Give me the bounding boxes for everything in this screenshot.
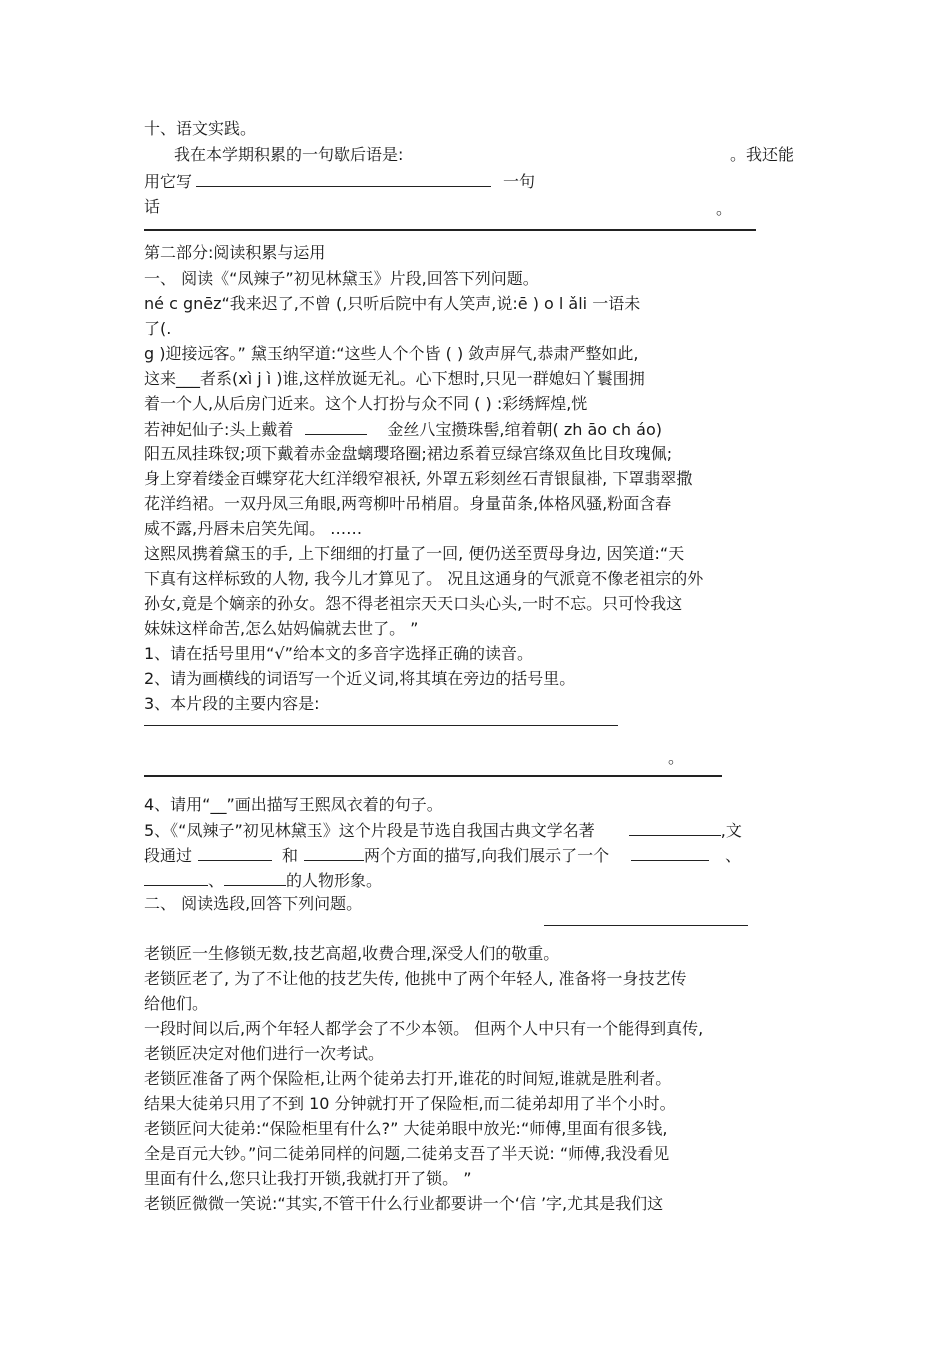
section-10-line-1-end: 。我还能	[730, 145, 795, 164]
answer-blank[interactable]	[196, 170, 491, 187]
question-1-item-5-line-3	[144, 869, 382, 892]
passage-1-line: 妹妹这样命苦,怎么姑妈偏就去世了。 ”	[144, 619, 419, 638]
section-10-line-2-text: 用它写	[144, 172, 193, 191]
answer-line[interactable]	[144, 775, 722, 777]
passage-1-line: g )迎接远客。” 黛玉纳罕道:“这些人个个皆 ( ) 敛声屏气,恭肃严整如此,	[144, 344, 639, 363]
passage-2-line: 结果大徒弟只用了不到 10 分钟就打开了保险柜,而二徒弟却用了半个小时。	[144, 1094, 676, 1113]
passage-2-line: 一段时间以后,两个年轻人都学会了不少本领。 但两个人中只有一个能得到真传,	[144, 1019, 704, 1038]
question-1-item-5-line-2	[144, 844, 741, 867]
passage-2-line: 老锁匠一生修锁无数,技艺高超,收费合理,深受人们的敬重。	[144, 944, 560, 963]
section-10-line-3-end: 。	[716, 199, 733, 218]
question-1-item-5-text: 5、《“凤辣子”初见林黛玉》这个片段是节选自我国古典文学名著	[144, 821, 595, 840]
passage-1-line: 阳五凤挂珠钗;项下戴着赤金盘螭璎珞圈;裙边系着豆绿宫绦双鱼比目玫瑰佩;	[144, 444, 673, 463]
passage-2-line: 老锁匠老了, 为了不让他的技艺失传, 他挑中了两个年轻人, 准备将一身技艺传	[144, 969, 687, 988]
part-2-title: 第二部分:阅读积累与运用	[144, 243, 326, 262]
question-1-item-5-text: 、	[725, 846, 742, 865]
passage-1-line: 花洋绉裙。一双丹凤三角眼,两弯柳叶吊梢眉。身量苗条,体格风骚,粉面含春	[144, 494, 672, 513]
passage-1-line-text: 若神妃仙子:头上戴着	[144, 420, 294, 439]
passage-1-line: 这来___者系(xì j ì )谁,这样放诞无礼。心下想时,只见一群媳妇丫鬟围拥	[144, 369, 645, 388]
question-1-item-5-text: 的人物形象。	[286, 871, 383, 890]
passage-1-line: 孙女,竟是个嫡亲的孙女。怨不得老祖宗天天口头心头,一时不忘。只可怜我这	[144, 594, 683, 613]
answer-line[interactable]	[144, 229, 756, 231]
passage-1-line-text: 金丝八宝攒珠髻,绾着朝( zh āo ch áo)	[387, 420, 662, 439]
underlined-word	[305, 418, 367, 435]
question-1-item-5-text: 段通过	[144, 846, 193, 865]
passage-1-line	[144, 418, 662, 441]
section-10-line-2	[144, 170, 535, 193]
answer-line[interactable]	[544, 925, 748, 926]
passage-2-line: 老锁匠决定对他们进行一次考试。	[144, 1044, 385, 1063]
answer-blank[interactable]	[198, 844, 272, 861]
passage-2-line: 里面有什么,您只让我打开锁,我就打开了锁。 ”	[144, 1169, 472, 1188]
answer-blank[interactable]	[629, 819, 721, 836]
passage-2-line: 老锁匠问大徒弟:“保险柜里有什么?” 大徒弟眼中放光:“师傅,里面有很多钱,	[144, 1119, 668, 1138]
question-1-item-5-text: 和	[282, 846, 299, 865]
answer-blank[interactable]	[631, 844, 709, 861]
passage-1-line: 身上穿着缕金百蝶穿花大红洋缎窄裉袄, 外罩五彩刻丝石青银鼠褂, 下罩翡翠撒	[144, 469, 693, 488]
passage-1-line: né c gnēz“我来迟了,不曾 (,只听后院中有人笑声,说:ē ) o l ǎli 一语未	[144, 294, 641, 313]
answer-line[interactable]	[144, 725, 618, 726]
passage-1-line: 这熙凤携着黛玉的手, 上下细细的打量了一回, 便仍送至贾母身边, 因笑道:“天	[144, 544, 685, 563]
section-10-line-3: 话	[144, 197, 161, 216]
passage-2-line: 全是百元大钞。”问二徒弟同样的问题,二徒弟支吾了半天说: “师傅,我没看见	[144, 1144, 670, 1163]
question-1-item-3-end: 。	[668, 748, 685, 767]
question-1-item-5-text: 两个方面的描写,向我们展示了一个	[364, 846, 610, 865]
passage-2-line: 老锁匠准备了两个保险柜,让两个徒弟去打开,谁花的时间短,谁就是胜利者。	[144, 1069, 672, 1088]
question-1-item-1: 1、请在括号里用“√”给本文的多音字选择正确的读音。	[144, 644, 533, 663]
question-1-item-2: 2、请为画横线的词语写一个近义词,将其填在旁边的括号里。	[144, 669, 576, 688]
answer-blank[interactable]	[304, 844, 364, 861]
question-1-item-5	[144, 819, 742, 842]
question-1-item-5-text: 、	[208, 871, 225, 890]
answer-blank[interactable]	[224, 869, 286, 886]
passage-1-line: 着一个人,从后房门近来。这个人打扮与众不同 ( ) :彩绣辉煌,恍	[144, 394, 588, 413]
passage-1-line: 了(.	[144, 319, 172, 338]
section-10-title: 十、语文实践。	[144, 119, 257, 138]
question-1-item-3: 3、本片段的主要内容是:	[144, 694, 320, 713]
answer-blank[interactable]	[144, 869, 208, 886]
passage-1-line: 威不露,丹唇未启笑先闻。 ……	[144, 519, 363, 538]
passage-2-line: 给他们。	[144, 994, 209, 1013]
question-1-item-5-text: ,文	[720, 821, 742, 840]
section-10-line-1: 我在本学期积累的一句歇后语是:	[174, 145, 404, 164]
question-1-heading: 一、 阅读《“凤辣子”初见林黛玉》片段,回答下列问题。	[144, 269, 539, 288]
question-2-heading: 二、 阅读选段,回答下列问题。	[144, 894, 363, 913]
passage-2-line: 老锁匠微微一笑说:“其实,不管干什么行业都要讲一个‘信 ’字,尤其是我们这	[144, 1194, 664, 1213]
passage-1-line: 下真有这样标致的人物, 我今儿才算见了。 况且这通身的气派竟不像老祖宗的外	[144, 569, 704, 588]
section-10-line-2-end: 一句	[503, 172, 536, 191]
question-1-item-4: 4、请用“__”画出描写王熙凤衣着的句子。	[144, 795, 443, 814]
